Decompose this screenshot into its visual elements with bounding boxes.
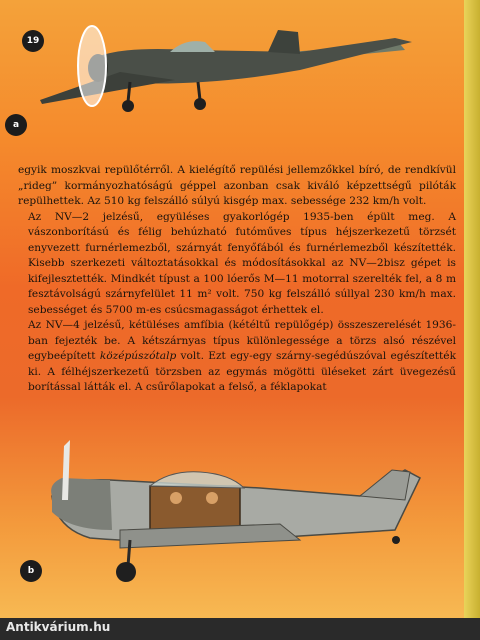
plane-b-canopy: [150, 472, 244, 488]
plane-b-gear: [128, 540, 130, 566]
figure-number-badge: 19: [22, 30, 44, 52]
italic-term: középúszótalp: [99, 350, 177, 362]
book-spine: [464, 0, 480, 640]
plane-b-engine: [51, 478, 112, 530]
figure-label-b: b: [20, 560, 42, 582]
plane-b-tail-fin: [360, 470, 410, 500]
figure-label-a: a: [5, 114, 27, 136]
paragraph-3-start: Az NV—4 jelzésű, kétüléses amfíbia (kétéltű repülőgép) összeszerelését 1936-ban fejezték be. A kétszárnyas típus különlegessége a törzs alsó részével egybeépített: [28, 319, 456, 362]
paragraph-3-end: volt. Ezt egy-egy szárny-segédúszóval egészítették ki. A félhéjszerkezetű törzsben az egymás mögötti üléseket zárt üvegezésű borítással látták el. A csűrőlapokat a felső, a féklapokat: [28, 350, 456, 393]
plane-b-cockpit-cutaway: [150, 486, 240, 530]
paragraph-1: egyik moszkvai repülőtérről. A kielégítő repülési jellemzőkkel bíró, de rendkívül „rideg” kormányozhatóságú géppel azonban csak kiváló képzettségű pilóták repülhettek. Az 510 kg felszálló súlyú kisgép max. sebessége 232 km/h volt.: [18, 164, 456, 207]
plane-b-tail-wheel: [392, 536, 400, 544]
watermark-bar: [0, 618, 480, 640]
watermark-text: Antikvárium.hu: [6, 620, 111, 634]
plane-b-wheel: [116, 562, 136, 582]
plane-b-pilot-2: [206, 492, 218, 504]
plane-b-pilot-1: [170, 492, 182, 504]
paragraph-2: Az NV—2 jelzésű, együléses gyakorlógép 1935-ben épült meg. A vászonborítású és félig behúzható futóműves típus héjszerkezetű törzsét enyvezett furnérlemezből, szárnyát fenyőfából és furnérlemezből készítették. Kisebb szerkezeti változtatásokkal és módosításokkal az NV—2bisz gépet is kifejlesztették. Mindkét típust a 100 lóerős M—11 motorral szerelték fel, a 8 m fesztávolságú szárnyfelület 11 m² volt. 750 kg felszálló súllyal 230 km/h max. sebességet és 5700 m-es csúcsmagasságot érhettek el.: [28, 210, 456, 316]
